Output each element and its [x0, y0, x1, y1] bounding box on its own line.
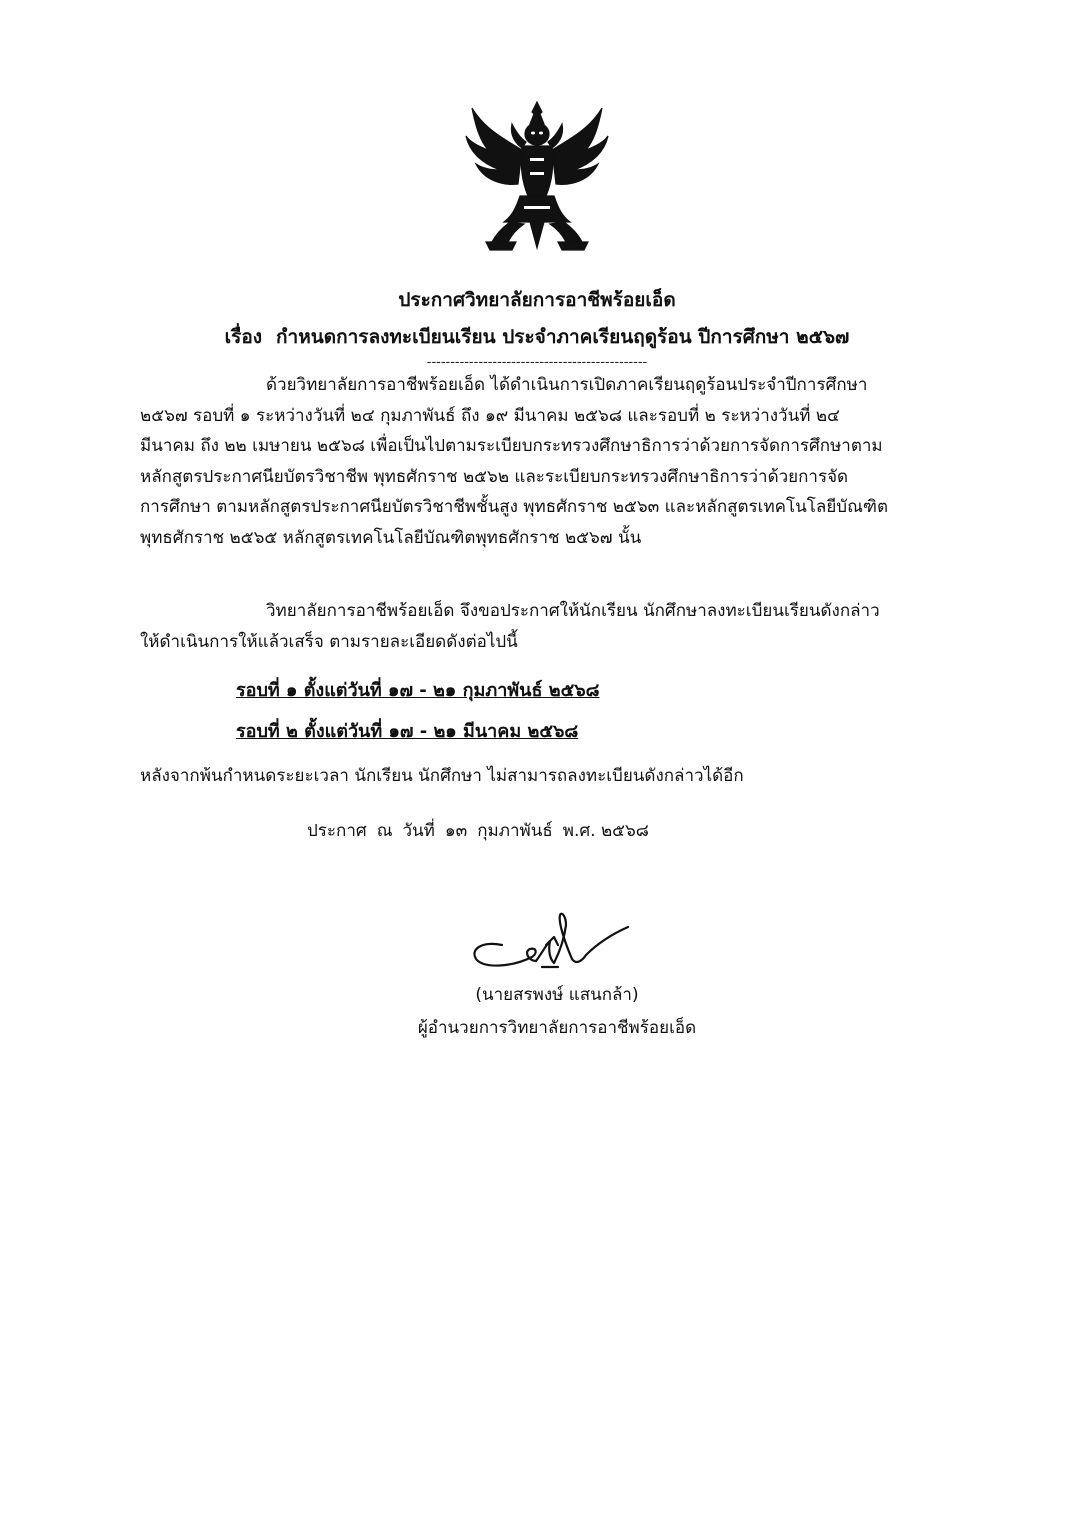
paragraph-line: การศึกษา ตามหลักสูตรประกาศนียบัตรวิชาชีพชั้นสูง พุทธศักราช ๒๕๖๓ และหลักสูตรเทคโนโลยีบัณฑิต: [140, 497, 889, 517]
announcement-date: [307, 817, 659, 844]
notice-subject-line: [0, 322, 1074, 352]
paragraph-line: มีนาคม ถึง ๒๒ เมษายน ๒๕๖๘ เพื่อเป็นไปตามระเบียบกระทรวงศึกษาธิการว่าด้วยการจัดการศึกษาตาม: [140, 436, 883, 456]
subject-label: เรื่อง: [224, 326, 263, 348]
date-at-word: ณ: [376, 821, 393, 841]
registration-round-1: รอบที่ ๑ ตั้งแต่วันที่ ๑๗ - ๒๑ กุมภาพันธ์ ๒๕๖๘: [236, 680, 600, 701]
date-month: กุมภาพันธ์: [477, 821, 553, 841]
separator-line: -----------------------------------------------: [426, 355, 648, 370]
paragraph-introduction: [140, 370, 940, 553]
notice-title: ประกาศวิทยาลัยการอาชีพร้อยเอ็ด: [398, 289, 676, 311]
paragraph-line: วิทยาลัยการอาชีพร้อยเอ็ด จึงขอประกาศให้นักเรียน นักศึกษาลงทะเบียนเรียนดังกล่าว: [266, 601, 880, 621]
deadline-notice: หลังจากพ้นกำหนดระยะเวลา นักเรียน นักศึกษา ไม่สามารถลงทะเบียนดังกล่าวได้อีก: [140, 766, 744, 786]
subject-text: กำหนดการลงทะเบียนเรียน ประจำภาคเรียนฤดูร้อน ปีการศึกษา ๒๕๖๗: [276, 326, 850, 348]
garuda-emblem-icon: [462, 98, 612, 254]
registration-round-2: รอบที่ ๒ ตั้งแต่วันที่ ๑๗ - ๒๑ มีนาคม ๒๕๖๘: [236, 721, 579, 742]
paragraph-line: หลักสูตรประกาศนียบัตรวิชาชีพ พุทธศักราช ๒๕๖๒ และระเบียบกระทรวงศึกษาธิการว่าด้วยการจัด: [140, 466, 849, 487]
date-day: ๑๓: [444, 821, 468, 841]
paragraph-announcement: [140, 596, 940, 657]
paragraph-line: พุทธศักราช ๒๕๖๕ หลักสูตรเทคโนโลยีบัณฑิตพุทธศักราช ๒๕๖๗ นั้น: [140, 527, 642, 548]
date-day-label: วันที่: [402, 821, 435, 841]
date-announced-word: ประกาศ: [307, 821, 367, 841]
signatory-position: ผู้อำนวยการวิทยาลัยการอาชีพร้อยเอ็ด: [417, 1018, 697, 1038]
signatory-name: (นายสรพงษ์ แสนกล้า): [475, 985, 639, 1005]
paragraph-line: ด้วยวิทยาลัยการอาชีพร้อยเอ็ด ได้ดำเนินการเปิดภาคเรียนฤดูร้อนประจำปีการศึกษา: [266, 375, 868, 395]
handwritten-signature-icon: [462, 905, 632, 977]
paragraph-line: ๒๕๖๗ รอบที่ ๑ ระหว่างวันที่ ๒๔ กุมภาพันธ์ ถึง ๑๙ มีนาคม ๒๕๖๘ และรอบที่ ๒ ระหว่างวันที่ ๒๔: [140, 405, 840, 426]
paragraph-line: ให้ดำเนินการให้แล้วเสร็จ ตามรายละเอียดดังต่อไปนี้: [140, 631, 518, 652]
date-year: พ.ศ. ๒๕๖๘: [562, 821, 649, 841]
